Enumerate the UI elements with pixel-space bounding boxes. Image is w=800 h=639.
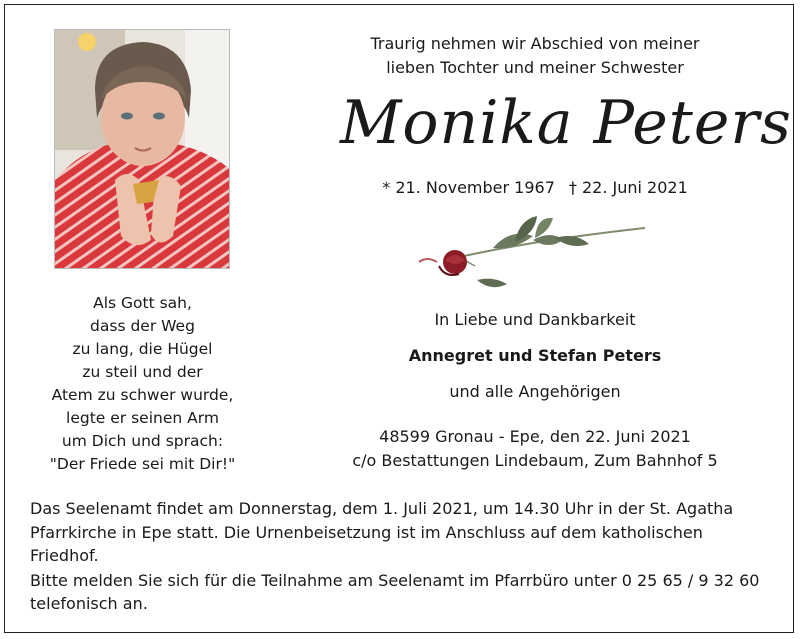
birth-date: * 21. November 1967 — [382, 178, 555, 197]
service-notice — [30, 497, 770, 616]
address-block — [330, 425, 740, 473]
poem-line: "Der Friede sei mit Dir!" — [49, 455, 236, 473]
poem-line: dass der Weg — [90, 317, 195, 335]
place-date-line: 48599 Gronau - Epe, den 22. Juni 2021 — [379, 427, 691, 446]
dedication-line: In Liebe und Dankbarkeit — [434, 310, 636, 329]
registration-info: Bitte melden Sie sich für die Teilnahme am Seelenamt im Pfarrbüro unter 0 25 65 / 9 32 60 telefonisch an. — [30, 570, 760, 613]
poem-line: legte er seinen Arm — [66, 409, 219, 427]
contact-address-line: c/o Bestattungen Lindebaum, Zum Bahnhof 5 — [352, 451, 718, 470]
mass-info: Das Seelenamt findet am Donnerstag, dem 1. Juli 2021, um 14.30 Uhr in der St. Agatha Pfarrkirche in Epe statt. Die Urnenbeisetzung ist im Anschluss auf dem katholischen Friedhof. — [30, 499, 734, 565]
intro-line-2: lieben Tochter und meiner Schwester — [386, 58, 684, 77]
poem-line: Als Gott sah, — [93, 294, 192, 312]
death-date: † 22. Juni 2021 — [568, 178, 688, 197]
intro-text — [330, 32, 740, 80]
deceased-name: Monika Peters — [340, 88, 792, 158]
poem-line: Atem zu schwer wurde, — [51, 386, 234, 404]
poem-line: zu lang, die Hügel — [72, 340, 213, 358]
poem — [20, 292, 265, 476]
poem-line: um Dich und sprach: — [61, 432, 224, 450]
portrait-photo — [54, 29, 230, 269]
family-names: Annegret und Stefan Peters — [408, 346, 662, 365]
poem-line: zu steil und der — [82, 363, 203, 381]
rose-illustration — [415, 210, 665, 300]
intro-line-1: Traurig nehmen wir Abschied von meiner — [370, 34, 700, 53]
life-dates — [330, 177, 740, 199]
relatives-line: und alle Angehörigen — [449, 382, 621, 401]
